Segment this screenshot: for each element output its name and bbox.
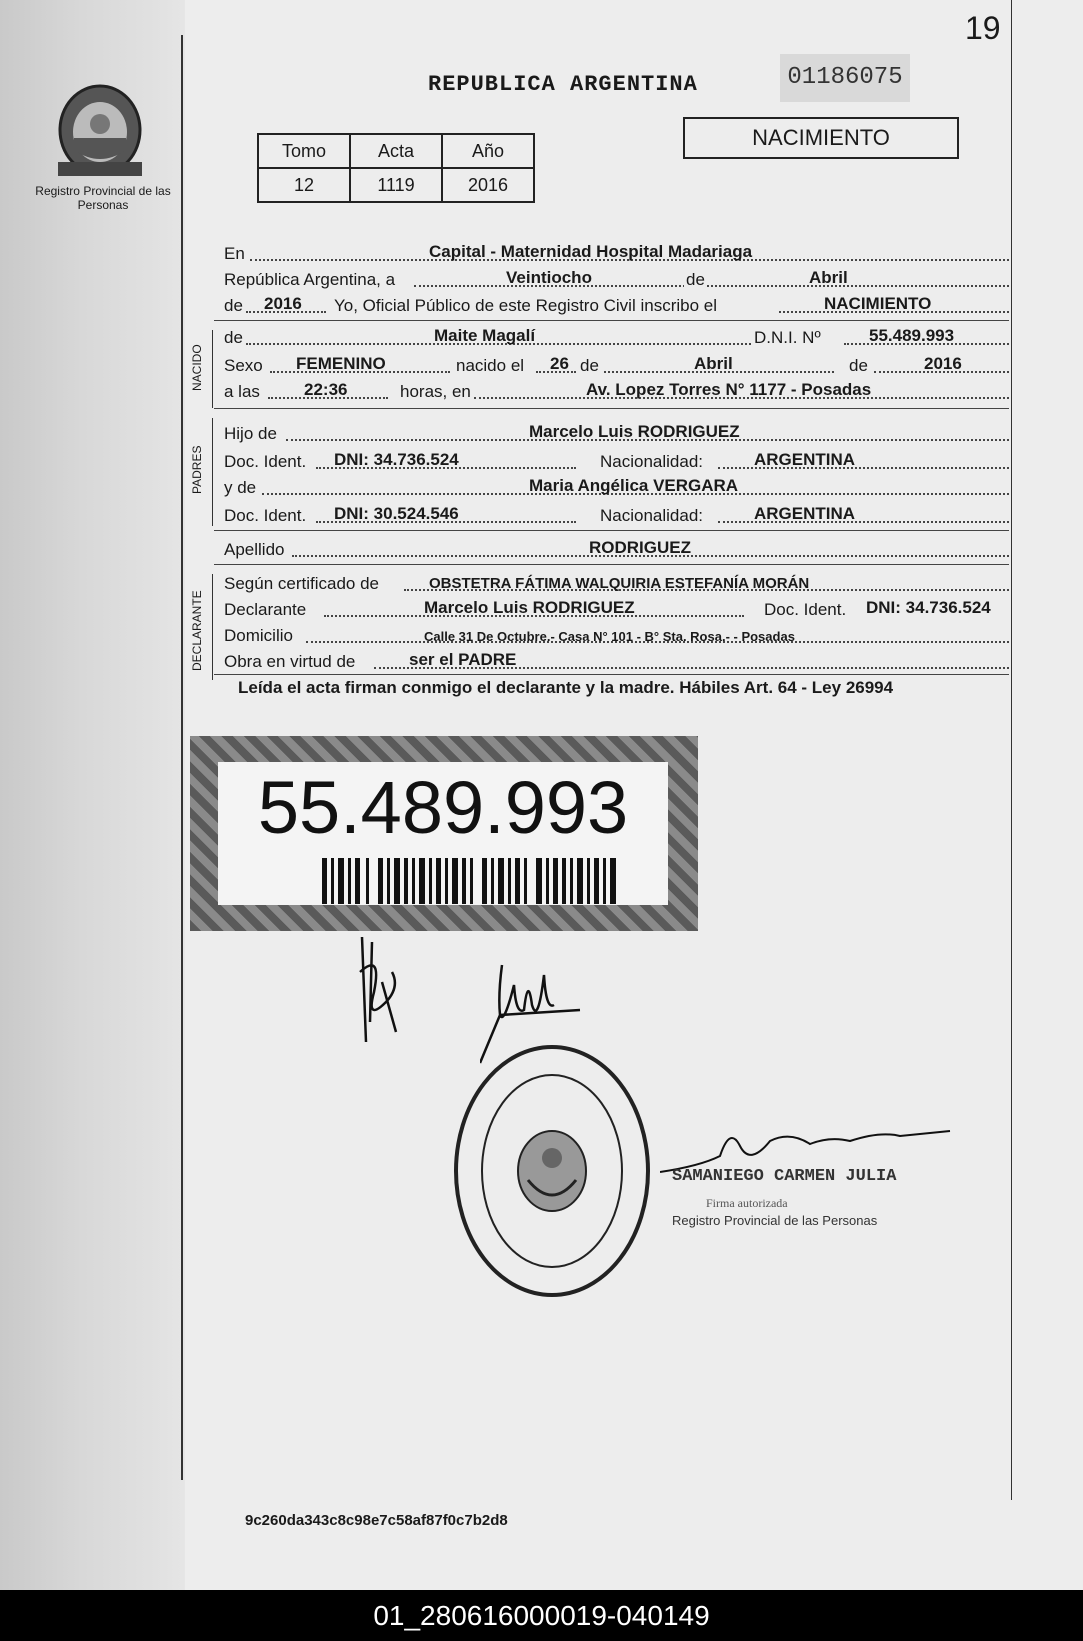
- label-de: de: [686, 270, 705, 289]
- value-surname: RODRIGUEZ: [589, 538, 691, 557]
- row-mother-doc: [224, 500, 1009, 528]
- row-birth-time: [224, 376, 1009, 404]
- label-a-las: a las: [224, 382, 260, 401]
- value-birth-year: 2016: [924, 354, 962, 373]
- value-birth-day: 26: [550, 354, 569, 373]
- label-oficial: Yo, Oficial Público de este Registro Civil inscribo el: [334, 296, 717, 315]
- record-table: [257, 133, 535, 203]
- label-republica: República Argentina, a: [224, 270, 396, 289]
- country-title: REPUBLICA ARGENTINA: [428, 72, 698, 97]
- table-cell: 12: [258, 168, 350, 202]
- page-number: 19: [965, 10, 1001, 46]
- label-de-month: de: [580, 356, 599, 375]
- value-sex: FEMENINO: [296, 354, 386, 373]
- legal-text: Leída el acta firman conmigo el declarante y la madre. Hábiles Art. 64 - Ley 26994: [238, 678, 894, 697]
- right-margin-rule: [1011, 0, 1012, 1500]
- misiones-crest-icon: [52, 78, 148, 178]
- label-de-year: de: [224, 296, 243, 315]
- row-child-name: [224, 322, 1009, 350]
- label-y-de: y de: [224, 478, 257, 497]
- label-doc-ident-declarant: Doc. Ident.: [764, 600, 847, 619]
- scan-left-edge: [0, 0, 205, 1590]
- serial-number: 01186075: [780, 54, 910, 102]
- value-month: Abril: [809, 268, 848, 287]
- value-mother-doc: DNI: 30.524.546: [334, 504, 459, 523]
- row-mother: [224, 472, 1009, 500]
- official-seal-icon: [450, 1040, 655, 1302]
- label-doc-ident: Doc. Ident.: [224, 452, 307, 471]
- label-segun: Según certificado de: [224, 574, 379, 593]
- value-birth-time: 22:36: [304, 380, 348, 399]
- label-obra: Obra en virtud de: [224, 652, 356, 671]
- value-birth-month: Abril: [694, 354, 733, 373]
- value-act-type: NACIMIENTO: [824, 294, 932, 313]
- left-margin-rule: [181, 35, 183, 1480]
- value-child-dni: 55.489.993: [869, 326, 955, 345]
- side-label-padres: PADRES: [190, 445, 204, 495]
- label-nacionalidad: Nacionalidad:: [600, 452, 704, 471]
- row-father: [224, 418, 1009, 446]
- scan-id-footer: 01_280616000019-040149: [0, 1590, 1083, 1641]
- value-declarant-doc: DNI: 34.736.524: [866, 598, 991, 617]
- value-year: 2016: [264, 294, 302, 313]
- side-label-declarante: DECLARANTE: [190, 590, 204, 672]
- value-father-nationality: ARGENTINA: [754, 450, 856, 469]
- label-domicilio: Domicilio: [224, 626, 293, 645]
- barcode-icon: [322, 858, 622, 904]
- table-cell: 1119: [350, 168, 442, 202]
- label-hijo-de: Hijo de: [224, 424, 277, 443]
- barcode-sticker: [190, 736, 698, 931]
- record-type-box: NACIMIENTO: [683, 117, 959, 159]
- value-father-name: Marcelo Luis RODRIGUEZ: [529, 422, 740, 441]
- label-nacionalidad-mother: Nacionalidad:: [600, 506, 704, 525]
- signatory-role: Firma autorizada: [706, 1196, 788, 1210]
- table-header: Tomo: [258, 134, 350, 168]
- label-doc-ident-mother: Doc. Ident.: [224, 506, 307, 525]
- signatory-name: SAMANIEGO CARMEN JULIA: [672, 1167, 897, 1186]
- row-place: [224, 238, 1009, 266]
- label-dni: D.N.I. Nº: [754, 328, 821, 347]
- label-horas-en: horas, en: [400, 382, 471, 401]
- value-mother-nationality: ARGENTINA: [754, 504, 856, 523]
- label-de-child: de: [224, 328, 243, 347]
- value-capacity: ser el PADRE: [409, 650, 517, 669]
- signatory-org: Registro Provincial de las Personas: [672, 1213, 878, 1228]
- table-header: Acta: [350, 134, 442, 168]
- row-declarant: [224, 594, 1009, 622]
- label-sexo: Sexo: [224, 356, 263, 375]
- row-sex-birth: [224, 350, 1009, 378]
- document-hash: 9c260da343c8c98e7c58af87f0c7b2d8: [245, 1512, 508, 1529]
- value-father-doc: DNI: 34.736.524: [334, 450, 459, 469]
- side-label-nacido: NACIDO: [190, 344, 204, 392]
- table-header: Año: [442, 134, 534, 168]
- value-child-name: Maite Magalí: [434, 326, 536, 345]
- label-nacido-el: nacido el: [456, 356, 525, 375]
- issuer-label: Registro Provincial de las Personas: [35, 184, 171, 212]
- value-declarant: Marcelo Luis RODRIGUEZ: [424, 598, 635, 617]
- value-birth-place: Av. Lopez Torres N° 1177 - Posadas: [586, 380, 872, 399]
- value-place: Capital - Maternidad Hospital Madariaga: [429, 242, 753, 261]
- label-apellido: Apellido: [224, 540, 285, 559]
- label-de-birth-year: de: [849, 356, 868, 375]
- label-en: En: [224, 244, 245, 263]
- value-day-text: Veintiocho: [506, 268, 592, 287]
- row-capacity: [224, 646, 1009, 674]
- barcode-dni-number: 55.489.993: [257, 766, 629, 849]
- label-declarante: Declarante: [224, 600, 307, 619]
- value-certificate-by: OBSTETRA FÁTIMA WALQUIRIA ESTEFANÍA MORÁN: [429, 575, 810, 592]
- table-cell: 2016: [442, 168, 534, 202]
- value-mother-name: Maria Angélica VERGARA: [529, 476, 739, 495]
- row-surname: [224, 534, 1009, 562]
- row-date: [224, 264, 1009, 292]
- row-certificate: [224, 568, 1009, 596]
- value-address: Calle 31 De Octubre.- Casa N° 101 - B° Sta. Rosa.- - Posadas: [424, 629, 795, 644]
- row-address: [224, 620, 1009, 648]
- row-year: [224, 290, 1009, 318]
- row-father-doc: [224, 446, 1009, 474]
- declarant-signature: [352, 932, 412, 1052]
